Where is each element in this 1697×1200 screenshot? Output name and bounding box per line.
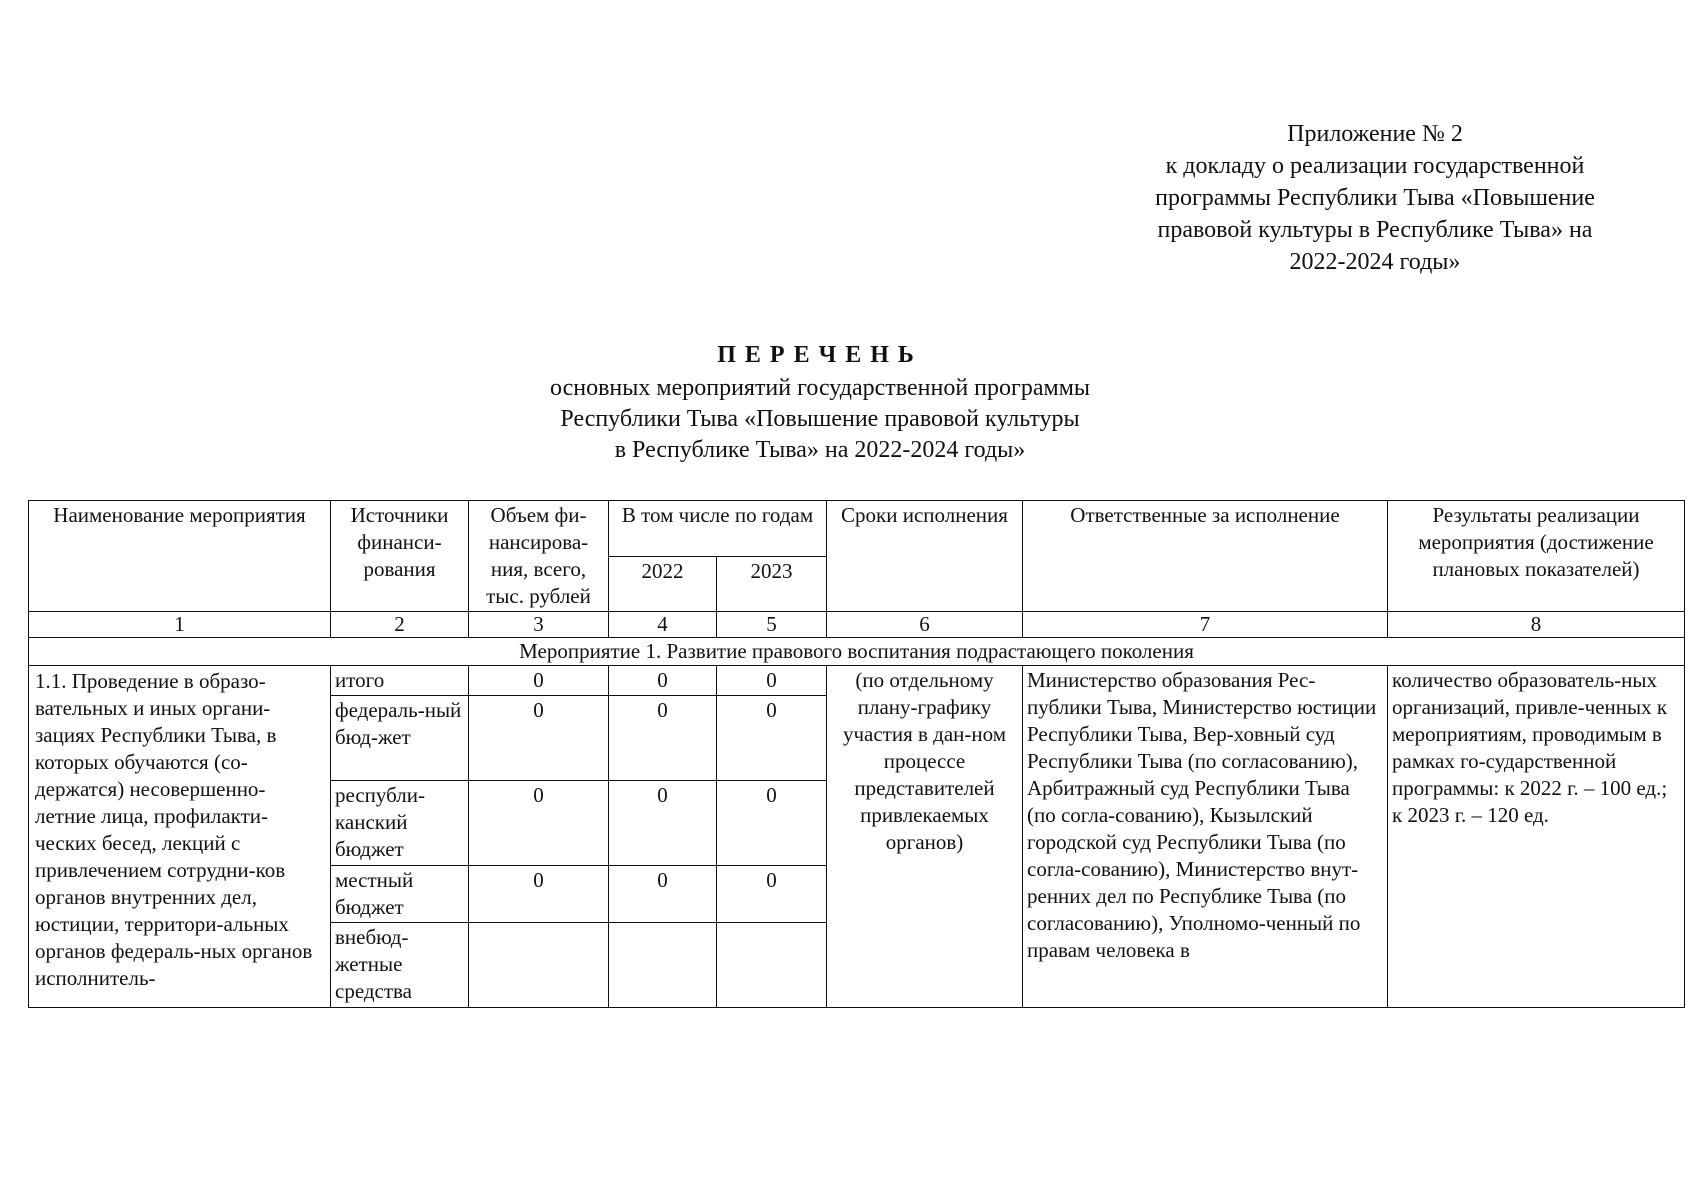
source-2022 (609, 923, 717, 1008)
source-2022: 0 (609, 781, 717, 866)
source-2023: 0 (717, 781, 827, 866)
activity-terms: (по отдельному плану-графику участия в дан-ном процессе представителей привлекаемых органов) (827, 666, 1023, 1008)
column-number: 6 (827, 612, 1023, 638)
activities-table (28, 500, 1685, 1008)
header-responsible: Ответственные за исполнение (1023, 501, 1388, 612)
appendix-line: 2022-2024 годы» (1289, 249, 1461, 275)
source-total (469, 923, 609, 1008)
source-2023: 0 (717, 696, 827, 781)
column-number: 5 (717, 612, 827, 638)
header-sources: Источники финанси-рования (331, 501, 469, 612)
source-2022: 0 (609, 696, 717, 781)
activity-results: количество образователь-ных организаций, привле-ченных к мероприятиям, проводимым в рамках го-сударственной программы: к 2022 г. – 100 ед.; к 2023 г. – 120 ед. (1388, 666, 1685, 1008)
source-2023: 0 (717, 866, 827, 923)
source-label: итого (331, 666, 469, 696)
title-line: основных мероприятий государственной программы (549, 375, 1091, 401)
appendix-line: правовой культуры в Республике Тыва» на (1157, 217, 1593, 243)
header-volume: Объем фи-нансирова-ния, всего, тыс. рублей (469, 501, 609, 612)
source-label: федераль-ный бюд-жет (331, 696, 469, 781)
source-total: 0 (469, 866, 609, 923)
header-results: Результаты реализации мероприятия (достижение плановых показателей) (1388, 501, 1685, 612)
header-terms: Сроки исполнения (827, 501, 1023, 612)
source-label: внебюд-жетные средства (331, 923, 469, 1008)
header-name: Наименование мероприятия (29, 501, 331, 612)
source-total: 0 (469, 696, 609, 781)
source-2023: 0 (717, 666, 827, 696)
appendix-line: программы Республики Тыва «Повышение (1155, 185, 1595, 211)
header-year-2023: 2023 (717, 557, 827, 612)
document-title (350, 340, 1290, 466)
activity-responsible: Министерство образования Рес-публики Тыва, Министерство юстиции Республики Тыва, Вер-ховный суд Республики Тыва (по согласованию), Арбитражный суд Республики Тыва (по согла-сованию), Кызылский городской суд Республики Тыва (по согла-сованию), Министерство внут-ренних дел по Республике Тыва (по согласованию), Уполномо-ченный по правам человека в (1023, 666, 1388, 1008)
source-label: местный бюджет (331, 866, 469, 923)
title-line: в Республике Тыва» на 2022-2024 годы» (614, 437, 1026, 463)
appendix-note (1110, 118, 1640, 278)
source-2022: 0 (609, 666, 717, 696)
appendix-line: к докладу о реализации государственной (1165, 153, 1585, 179)
source-label: республи-канский бюджет (331, 781, 469, 866)
source-2023 (717, 923, 827, 1008)
appendix-line: Приложение № 2 (1287, 121, 1463, 147)
column-number: 8 (1388, 612, 1685, 638)
column-number: 7 (1023, 612, 1388, 638)
source-total: 0 (469, 666, 609, 696)
source-total: 0 (469, 781, 609, 866)
title-line: Республики Тыва «Повышение правовой культуры (560, 406, 1080, 432)
header-year-2022: 2022 (609, 557, 717, 612)
column-number: 3 (469, 612, 609, 638)
column-number: 2 (331, 612, 469, 638)
title-heading: ПЕРЕЧЕНЬ (717, 342, 923, 368)
activity-name: 1.1. Проведение в образо-вательных и иных органи-зациях Республики Тыва, в которых обучаются (со-держатся) несовершенно-летние лица, профилакти-ческих бесед, лекций с привлечением сотрудни-ков органов внутренних дел, юстиции, территори-альных органов федераль-ных органов исполнитель- (29, 666, 331, 1008)
column-number: 4 (609, 612, 717, 638)
column-number: 1 (29, 612, 331, 638)
source-2022: 0 (609, 866, 717, 923)
header-by-years: В том числе по годам (609, 501, 827, 557)
section-title: Мероприятие 1. Развитие правового воспитания подрастающего поколения (29, 638, 1685, 666)
